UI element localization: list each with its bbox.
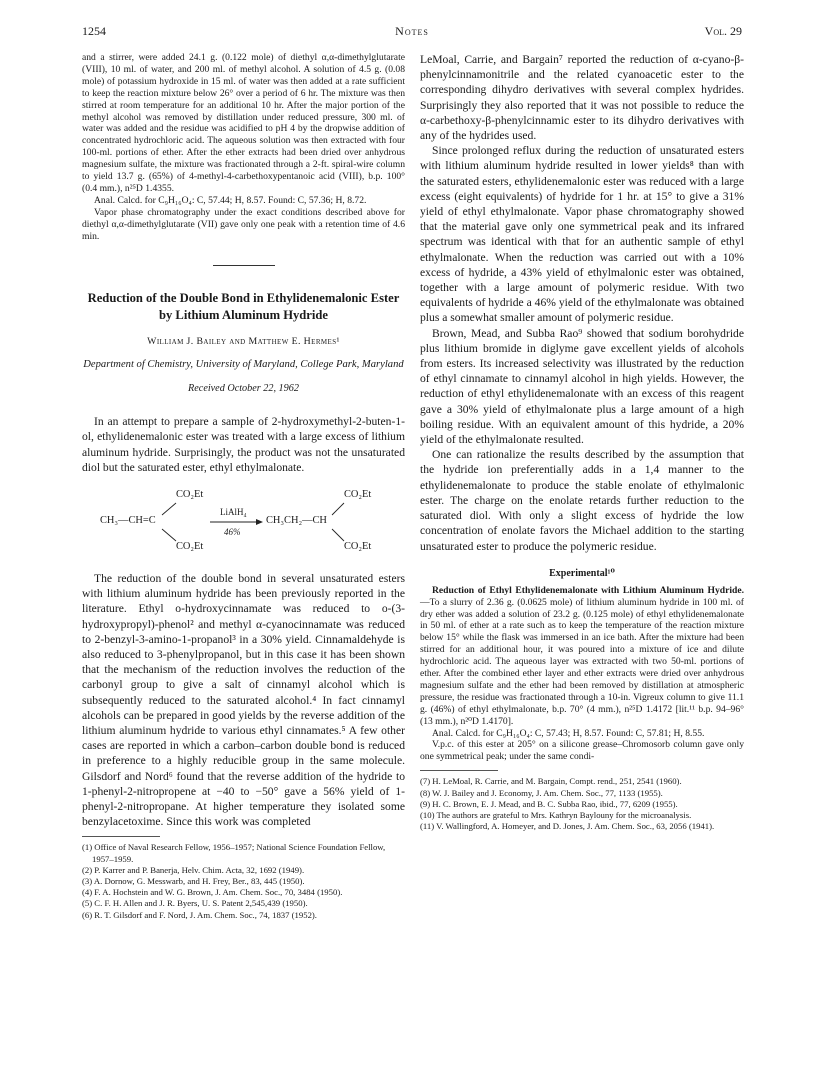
product-bottom-group: CO₂Et <box>344 540 372 552</box>
section-name: Notes <box>395 24 429 38</box>
footnote: (9) H. C. Brown, E. J. Mead, and B. C. Subba Rao, ibid., 77, 6209 (1955). <box>420 798 678 809</box>
footnote: (1) Office of Naval Research Fellow, 1956–1957; National Science Foundation Fellow, 1957–1959. <box>82 842 386 864</box>
article-divider <box>213 265 275 266</box>
footnote: (10) The authors are grateful to Mrs. Kathryn Baylouny for the microanalysis. <box>420 809 692 820</box>
left-column <box>82 52 405 921</box>
reaction-scheme <box>82 479 405 565</box>
product-top-group: CO₂Et <box>344 488 372 500</box>
footnote: (6) R. T. Gilsdorf and F. Nord, J. Am. Chem. Soc., 74, 1837 (1952). <box>82 909 317 920</box>
experimental-procedure <box>420 585 744 728</box>
product-main: CH₃CH₂—CH <box>266 514 327 526</box>
footnote: (2) P. Karrer and P. Banerja, Helv. Chim. Acta, 32, 1692 (1949). <box>82 864 305 875</box>
article-title: Reduction of the Double Bond in Ethylidenemalonic Ester by Lithium Aluminum Hydride <box>87 290 400 322</box>
running-header <box>82 24 742 42</box>
reactant-main: CH₃—CH=C <box>100 514 156 526</box>
reagent-label: LiAlH₄ <box>220 506 247 517</box>
yield-label: 46% <box>224 526 241 537</box>
results-paragraph: Since prolonged reflux during the reduction of unsaturated esters with lithium aluminum hydride resulted in lower yields⁸ than with the saturated esters, ethylidenemalonic ester was reduced with a large excess (eight equivalents) of hydride for 1 hr. at 15° to give a 31% yield of ethyl ethylmalonate. Vapor phase chromatography showed that the material gave only one symmetrical peak and its infrared spectrum was identical with that for an authentic sample of ethyl ethylmalonate. When the reduction was carried out with a 10% excess of hydride, a 43% yield of ethylmalonic ester was obtained, together with a large amount of polymeric residue. With two equivalents of hydride a 46% yield of the ethylmalonate was obtained plus a somewhat smaller amount of polymeric residue. <box>420 144 744 325</box>
footnote: (11) V. Wallingford, A. Homeyer, and D. Jones, J. Am. Chem. Soc., 63, 2056 (1941). <box>420 821 715 832</box>
mechanism-paragraph: One can rationalize the results described by the assumption that the hydride ion preferentially adds in a 1,4 manner to the ethylidenemalonate to produce the stable enolate of ethylmalonic ester. The charge on the enolate retards further reduction to the saturated diol. With only a slight excess of hydride the low concentration of enolate favors the Michael addition to the starting unsaturated ester to produce the polymeric residue. <box>420 448 744 553</box>
experimental-vpc: V.p.c. of this ester at 205° on a silicone grease–Chromosorb column gave only one symmetrical peak; under the same condi- <box>420 739 744 763</box>
experimental-analysis: Anal. Calcd. for C₉H₁₆O₄: C, 57.43; H, 8.57. Found: C, 57.81; H, 8.55. <box>432 727 705 739</box>
literature-paragraph: The reduction of the double bond in several unsaturated esters with lithium aluminum hydride has been previously reported in the literature. Ethyl o-hydroxycinnamate was reduced to o-(3-hydroxypropyl)-phenol² and methyl α-cyanocinnamate was reduced to 2-benzyl-3-amino-1-propanol³ in a 30% yield. Cinnamaldehyde is also reduced to 3-phenylpropanol, but in this case it has been shown that the mechanism of the reduction involves the reduction of the carbonyl group to give a salt of cinnamyl alcohol which is subsequently reduced to the saturated alcohol.⁴ In fact cinnamyl alcohols can be prepared in good yields by the reverse addition of the lithium aluminum hydride to various ethyl cinnamates.⁵ A few other cases are reported in which a carbon–carbon double bond is reduced in preference to a highly reducible group in the same molecule. Gilsdorf and Nord⁶ found that the reverse addition of the hydride to 1-phenyl-2-nitropropene at −40 to −50° gave a 56% yield of 1-phenyl-2-nitropropane. At higher temperature they isolated some benzylacetoxime. Since this work was completed <box>82 571 405 829</box>
footnote: (7) H. LeMoal, R. Carrie, and M. Bargain, Compt. rend., 251, 2541 (1960). <box>420 776 682 787</box>
volume-label: Vol. 29 <box>704 24 742 38</box>
footnote: (8) W. J. Bailey and J. Economy, J. Am. Chem. Soc., 77, 1133 (1955). <box>420 787 663 798</box>
procedure-title: Reduction of Ethyl Ethylidenemalonate with Lithium Aluminum Hydride. <box>432 584 744 596</box>
author-affiliation: Department of Chemistry, University of Maryland, College Park, Maryland <box>83 358 404 370</box>
footnote: (5) C. F. H. Allen and J. R. Byers, U. S. Patent 2,545,439 (1950). <box>82 898 308 909</box>
previous-article-analysis: Anal. Calcd. for C₉H₁₆O₄: C, 57.44; H, 8.57. Found: C, 57.36; H, 8.72. <box>94 194 367 206</box>
reactant-top-group: CO₂Et <box>176 488 204 500</box>
footnote-rule <box>82 836 160 837</box>
procedure-text: —To a slurry of 2.36 g. (0.0625 mole) of lithium aluminum hydride in 100 ml. of dry ether was added a solution of 23.2 g. (0.125 mole) of ethyl ethylidenemalonate in 50 ml. of ether at a rate such as to keep the temperature of the reaction mixture below 15° while the flask was immersed in an ice bath. After the mixture had been stirred for an additional hour, it was poured into a mixture of ice and dilute hydrochloric acid. The aqueous layer was extracted with two 50-ml. portions of ether. After the combined ether layer and ether extracts were dried over anhydrous magnesium sulfate and the ether had been removed by distillation at atmospheric pressure, the residue was fractionated through a 10-in. Vigreux column to give 11.1 g. (46%) of ethyl ethylmalonate, b.p. 70° (4 mm.), n²⁵D 1.4172 [lit.¹¹ b.p. 94–96° (13 mm.), n²⁰D 1.4170]. <box>420 596 744 727</box>
footnote-rule <box>420 770 498 771</box>
borohydride-paragraph: Brown, Mead, and Subba Rao⁹ showed that sodium borohydride plus lithium bromide in diglyme gave excellent yields of alcohols from esters. Its increased selectivity was illustrated by the reduction of ethyl cinnamate to cinnamyl alcohol in high yields. However, the reduction of ethyl ethylidenemalonate with an excess of this reagent gave a 30% yield of ethylmalonate plus a large amount of a high boiling residue. With an equivalent amount of this hydride, a 20% yield of the ethylmalonate resulted. <box>420 326 744 447</box>
previous-article-text: and a stirrer, were added 24.1 g. (0.122 mole) of diethyl α,α-dimethylglutarate (VIII), 10 ml. of water, and 200 ml. of methyl alcohol. A solution of 4.5 g. (0.08 mole) of potassium hydroxide in 15 ml. of water was then added at a rate sufficient to keep the reaction mixture below 26° over a period of 6 hr. The mixture was then stirred at room temperature for an additional 10 hr. After the major portion of the methyl alcohol was removed by distillation under reduced pressure, 300 ml. of water was added and the residue was acidified to pH 4 by the dropwise addition of concentrated hydrochloric acid. The aqueous solution was then extracted with four 100-ml. portions of ether. After the ether extracts had been dried over anhydrous magnesium sulfate, the mixture was fractionated through a 2-ft. spiral-wire column to yield 13.7 g. (65%) of 4-methyl-4-carbethoxypentanoic acid (VIII), b.p. 100° (0.4 mm.), n²⁵D 1.4355. <box>82 52 405 194</box>
article-authors: William J. Bailey and Matthew E. Hermes¹ <box>147 335 340 347</box>
footnotes-right <box>420 776 744 832</box>
footnote: (3) A. Dornow, G. Messwarb, and H. Frey, Ber., 83, 445 (1950). <box>82 875 305 886</box>
right-column <box>420 52 744 832</box>
footnotes-left <box>82 842 405 920</box>
previous-article-vpc: Vapor phase chromatography under the exact conditions described above for diethyl α,α-dimethylglutarate (VII) gave only one peak with a retention time of 4.6 min. <box>82 206 405 242</box>
received-date: Received October 22, 1962 <box>188 383 299 395</box>
page-number: 1254 <box>82 24 106 38</box>
continued-paragraph: LeMoal, Carrie, and Bargain⁷ reported the reduction of α-cyano-β-phenylcinnamonitrile and the related cyanoacetic ester to the corresponding dihydro derivatives with several complex hydrides. Surprisingly they also reported that it was not possible to reduce the α-carbethoxy-β-phenylcinnamic ester to its dihydro derivatives with any of the hydrides used. <box>420 53 744 143</box>
experimental-heading: Experimental¹⁰ <box>549 567 615 579</box>
reactant-bottom-group: CO₂Et <box>176 540 204 552</box>
intro-paragraph: In an attempt to prepare a sample of 2-hydroxymethyl-2-buten-1-ol, ethylidenemalonic ester was treated with a large excess of lithium aluminum hydride. Surprisingly, the product was not the unsaturated diol but the saturated ester, ethyl ethylmalonate. <box>82 415 405 474</box>
footnote: (4) F. A. Hochstein and W. G. Brown, J. Am. Chem. Soc., 70, 3484 (1950). <box>82 887 343 898</box>
